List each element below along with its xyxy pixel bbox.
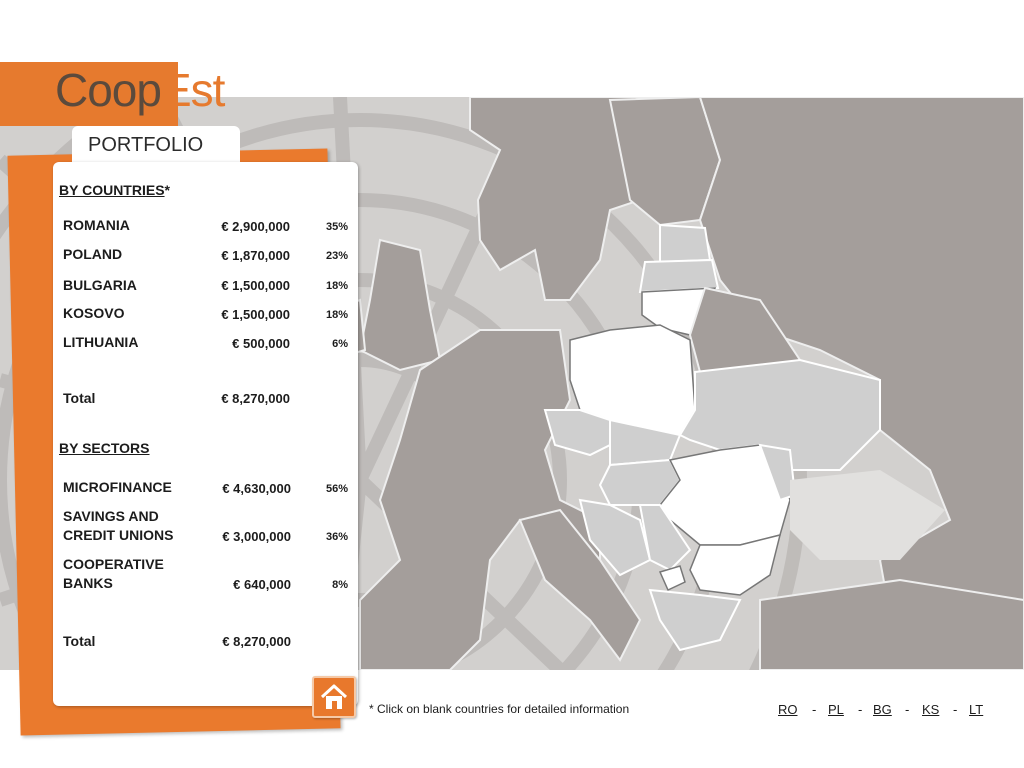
country-label-romania: ROMANIA (63, 217, 130, 233)
countries-total-amount: € 8,270,000 (221, 391, 290, 406)
link-separator: - (812, 702, 817, 717)
sector-pct-savings: 36% (325, 531, 348, 543)
link-separator: - (953, 702, 958, 717)
sector-label-savings (63, 507, 173, 545)
country-amount-kosovo: € 1,500,000 (221, 307, 290, 322)
country-amount-romania: € 2,900,000 (221, 219, 290, 234)
sector-amount-coop-banks: € 640,000 (233, 577, 291, 592)
asterisk: * (164, 182, 170, 198)
country-pct-bulgaria: 18% (325, 280, 348, 292)
link-separator: - (858, 702, 863, 717)
link-pl[interactable]: PL (828, 702, 844, 717)
logo-part-est: Est (160, 64, 225, 116)
by-sectors-label: BY SECTORS (59, 440, 150, 456)
footnote: * Click on blank countries for detailed information (369, 702, 630, 716)
link-separator: - (905, 702, 910, 717)
sector-pct-microfinance: 56% (325, 483, 348, 495)
sector-amount-microfinance: € 4,630,000 (222, 481, 291, 496)
country-pct-poland: 23% (325, 250, 348, 262)
sector-amount-savings: € 3,000,000 (222, 529, 291, 544)
link-bg[interactable]: BG (873, 702, 892, 717)
sector-pct-coop-banks: 8% (332, 579, 348, 591)
country-label-kosovo: KOSOVO (63, 305, 125, 321)
sector-label-coop-banks (63, 555, 164, 593)
sectors-total-label: Total (63, 633, 96, 649)
sector-label-coop-banks-line2: BANKS (63, 575, 113, 591)
sector-label-savings-line1: SAVINGS AND (63, 508, 159, 524)
country-pct-lithuania: 6% (332, 338, 348, 350)
countries-total-label: Total (63, 390, 96, 406)
country-amount-lithuania: € 500,000 (232, 336, 290, 351)
sector-label-coop-banks-line1: COOPERATIVE (63, 556, 164, 572)
logo-part-coop: Coop (55, 64, 161, 116)
country-pct-kosovo: 18% (325, 309, 348, 321)
country-amount-bulgaria: € 1,500,000 (221, 278, 290, 293)
by-sectors-heading (59, 440, 150, 456)
latvia (640, 260, 718, 292)
country-label-poland: POLAND (63, 246, 123, 262)
country-label-bulgaria: BULGARIA (63, 277, 137, 293)
estonia (660, 225, 710, 262)
portfolio-panel (53, 162, 358, 706)
sector-label-microfinance-line1: MICROFINANCE (63, 479, 172, 495)
sector-label-microfinance (63, 478, 172, 497)
link-ks[interactable]: KS (922, 702, 940, 717)
country-label-lithuania: LITHUANIA (63, 334, 139, 350)
sector-label-savings-line2: CREDIT UNIONS (63, 527, 174, 543)
coopest-logo (55, 62, 224, 118)
turkey (760, 580, 1024, 670)
portfolio-title: PORTFOLIO (88, 134, 204, 156)
by-countries-label: BY COUNTRIES (59, 182, 165, 198)
country-amount-poland: € 1,870,000 (221, 248, 290, 263)
country-pct-romania: 35% (325, 221, 348, 233)
home-icon (314, 678, 354, 716)
home-button[interactable] (312, 676, 356, 718)
link-lt[interactable]: LT (969, 702, 984, 717)
sectors-total-amount: € 8,270,000 (222, 634, 291, 649)
by-countries-heading (59, 182, 170, 198)
link-ro[interactable]: RO (778, 702, 798, 717)
